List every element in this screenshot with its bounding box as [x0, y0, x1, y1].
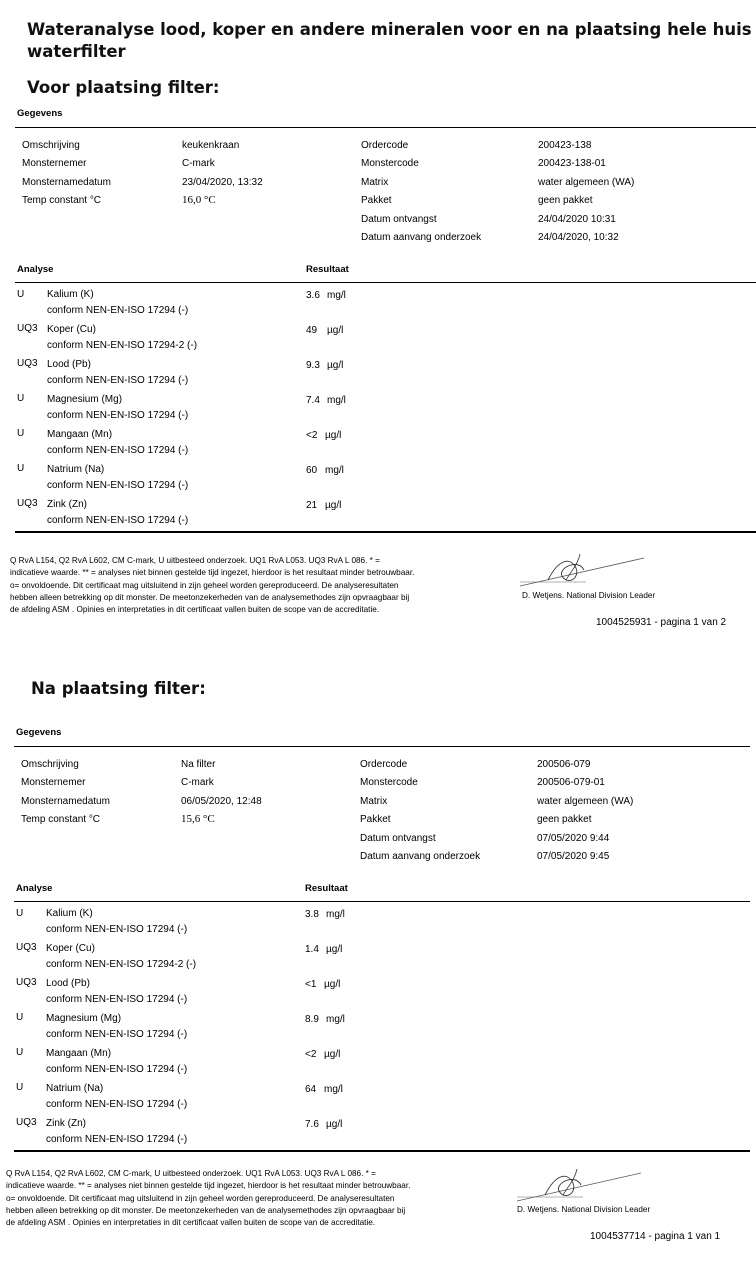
detail-label: Datum ontvangst — [361, 214, 437, 225]
row-name: Magnesium (Mg) — [46, 1013, 122, 1024]
row-name: Natrium (Na) — [46, 1083, 104, 1094]
detail-label: Pakket — [360, 814, 391, 825]
detail-value: 24/04/2020, 10:32 — [538, 232, 619, 243]
detail-label: Datum aanvang onderzoek — [361, 232, 482, 243]
footnote: Q RvA L154, Q2 RvA L602, CM C-mark, U uitbesteed onderzoek. UQ1 RvA L053. UQ3 RvA L 086. * = indicatieve waarde. ** = analyses niet binnen gestelde tijd ingezet, hierdoor is het resultaat minder betrouwbaar. o= onvoldoende. Dit certificaat mag uitsluitend in zijn geheel worden gereproduceerd. De analyseresultaten hebben alleen betrekking op dit monster. De meetonzekerheden van de analysemethodes zijn opvraagbaar bij de afdeling ASM . Opinies en interpretaties in dit certificaat vallen buiten de scope van de accreditatie. — [6, 1169, 411, 1228]
row-unit: mg/l — [326, 909, 345, 920]
row-name: Koper (Cu) — [47, 324, 96, 335]
detail-value: Na filter — [181, 759, 216, 770]
row-name: Zink (Zn) — [46, 1118, 86, 1129]
row-method: conform NEN-EN-ISO 17294 (-) — [46, 1064, 188, 1075]
row-unit: µg/l — [324, 979, 341, 990]
row-unit: µg/l — [326, 944, 343, 955]
row-code: UQ3 — [16, 942, 37, 953]
row-code: UQ3 — [17, 358, 38, 369]
row-value: 49 — [306, 325, 318, 336]
row-value: 8.9 — [305, 1014, 319, 1025]
divider — [14, 901, 750, 902]
resultaat-header: Resultaat — [306, 264, 349, 275]
divider — [15, 531, 756, 533]
detail-label: Pakket — [361, 195, 392, 206]
row-value: <2 — [306, 430, 318, 441]
signature-image — [518, 550, 648, 590]
row-code: U — [17, 289, 25, 300]
row-method: conform NEN-EN-ISO 17294 (-) — [46, 1099, 188, 1110]
footnote: Q RvA L154, Q2 RvA L602, CM C-mark, U uitbesteed onderzoek. UQ1 RvA L053. UQ3 RvA L 086. * = indicatieve waarde. ** = analyses niet binnen gestelde tijd ingezet, hierdoor is het resultaat minder betrouwbaar. o= onvoldoende. Dit certificaat mag uitsluitend in zijn geheel worden gereproduceerd. De analyseresultaten hebben alleen betrekking op dit monster. De meetonzekerheden van de analysemethodes zijn opvraagbaar bij de afdeling ASM . Opinies en interpretaties in dit certificaat vallen buiten de scope van de accreditatie. — [10, 556, 415, 615]
divider — [15, 127, 756, 128]
signatory: D. Wetjens. National Division Leader — [517, 1205, 651, 1214]
row-unit: mg/l — [324, 1084, 343, 1095]
row-method: conform NEN-EN-ISO 17294-2 (-) — [46, 959, 197, 970]
detail-label: Omschrijving — [22, 140, 80, 151]
detail-label: Monsternemer — [21, 777, 86, 788]
row-value: 21 — [306, 500, 318, 511]
row-value: 7.6 — [305, 1119, 319, 1130]
detail-label: Datum ontvangst — [360, 833, 436, 844]
row-code: UQ3 — [16, 977, 37, 988]
row-code: U — [16, 908, 24, 919]
row-code: U — [16, 1082, 24, 1093]
detail-label: Monstercode — [360, 777, 418, 788]
row-value: 60 — [306, 465, 318, 476]
row-method: conform NEN-EN-ISO 17294 (-) — [47, 445, 189, 456]
detail-value: 06/05/2020, 12:48 — [181, 796, 262, 807]
gegevens-label: Gegevens — [17, 108, 63, 119]
divider — [14, 746, 750, 747]
row-code: UQ3 — [16, 1117, 37, 1128]
analyse-header: Analyse — [16, 883, 53, 894]
detail-value: 15,6 °C — [181, 813, 215, 825]
detail-label: Matrix — [361, 177, 389, 188]
row-name: Koper (Cu) — [46, 943, 95, 954]
row-value: 9.3 — [306, 360, 320, 371]
detail-label: Omschrijving — [21, 759, 79, 770]
row-code: U — [17, 393, 25, 404]
row-unit: µg/l — [327, 325, 344, 336]
page-reference: 1004525931 - pagina 1 van 2 — [596, 617, 727, 628]
detail-label: Temp constant °C — [21, 814, 101, 825]
detail-label: Monstercode — [361, 158, 419, 169]
detail-label: Ordercode — [360, 759, 408, 770]
row-name: Magnesium (Mg) — [47, 394, 123, 405]
detail-value: 200506-079-01 — [537, 777, 605, 788]
page-reference: 1004537714 - pagina 1 van 1 — [590, 1231, 721, 1242]
row-name: Lood (Pb) — [47, 359, 91, 370]
section-heading: Na plaatsing filter: — [31, 679, 206, 698]
detail-value: 200423-138 — [538, 140, 592, 151]
row-method: conform NEN-EN-ISO 17294 (-) — [47, 480, 189, 491]
row-method: conform NEN-EN-ISO 17294 (-) — [46, 1029, 188, 1040]
row-method: conform NEN-EN-ISO 17294 (-) — [47, 410, 189, 421]
detail-value: keukenkraan — [182, 140, 240, 151]
row-code: UQ3 — [17, 323, 38, 334]
row-unit: µg/l — [326, 1119, 343, 1130]
divider — [15, 282, 756, 283]
row-code: U — [17, 463, 25, 474]
resultaat-header: Resultaat — [305, 883, 348, 894]
row-value: <1 — [305, 979, 317, 990]
row-unit: mg/l — [327, 395, 346, 406]
detail-label: Matrix — [360, 796, 388, 807]
row-code: UQ3 — [17, 498, 38, 509]
divider — [14, 1150, 750, 1152]
row-unit: µg/l — [325, 500, 342, 511]
signature-image — [515, 1165, 645, 1205]
row-value: 1.4 — [305, 944, 319, 955]
signatory: D. Wetjens. National Division Leader — [522, 591, 656, 600]
row-name: Natrium (Na) — [47, 464, 105, 475]
row-method: conform NEN-EN-ISO 17294 (-) — [47, 305, 189, 316]
row-name: Lood (Pb) — [46, 978, 90, 989]
row-unit: mg/l — [326, 1014, 345, 1025]
row-method: conform NEN-EN-ISO 17294 (-) — [46, 1134, 188, 1145]
row-value: 7.4 — [306, 395, 320, 406]
detail-label: Ordercode — [361, 140, 409, 151]
row-value: <2 — [305, 1049, 317, 1060]
detail-value: 07/05/2020 9:45 — [537, 851, 610, 862]
row-unit: µg/l — [327, 360, 344, 371]
detail-value: 200423-138-01 — [538, 158, 606, 169]
row-code: U — [16, 1047, 24, 1058]
row-name: Mangaan (Mn) — [46, 1048, 112, 1059]
row-value: 3.6 — [306, 290, 320, 301]
row-method: conform NEN-EN-ISO 17294 (-) — [47, 515, 189, 526]
row-name: Zink (Zn) — [47, 499, 87, 510]
detail-value: 07/05/2020 9:44 — [537, 833, 610, 844]
row-name: Kalium (K) — [47, 289, 94, 300]
detail-value: 23/04/2020, 13:32 — [182, 177, 263, 188]
row-unit: µg/l — [325, 430, 342, 441]
detail-value: C-mark — [182, 158, 215, 169]
row-unit: mg/l — [325, 465, 344, 476]
row-code: U — [16, 1012, 24, 1023]
detail-value: 200506-079 — [537, 759, 591, 770]
detail-label: Temp constant °C — [22, 195, 102, 206]
detail-label: Datum aanvang onderzoek — [360, 851, 481, 862]
detail-value: geen pakket — [537, 814, 592, 825]
detail-value: water algemeen (WA) — [538, 177, 635, 188]
row-code: U — [17, 428, 25, 439]
document-title-line2: waterfilter — [27, 42, 126, 61]
row-unit: mg/l — [327, 290, 346, 301]
detail-label: Monsternamedatum — [22, 177, 111, 188]
row-method: conform NEN-EN-ISO 17294 (-) — [46, 994, 188, 1005]
section-heading: Voor plaatsing filter: — [27, 78, 220, 97]
row-value: 64 — [305, 1084, 317, 1095]
gegevens-label: Gegevens — [16, 727, 62, 738]
row-name: Kalium (K) — [46, 908, 93, 919]
detail-value: 24/04/2020 10:31 — [538, 214, 616, 225]
detail-label: Monsternemer — [22, 158, 87, 169]
row-method: conform NEN-EN-ISO 17294 (-) — [46, 924, 188, 935]
detail-label: Monsternamedatum — [21, 796, 110, 807]
detail-value: geen pakket — [538, 195, 593, 206]
row-name: Mangaan (Mn) — [47, 429, 113, 440]
detail-value: 16,0 °C — [182, 194, 216, 206]
detail-value: water algemeen (WA) — [537, 796, 634, 807]
detail-value: C-mark — [181, 777, 214, 788]
row-unit: µg/l — [324, 1049, 341, 1060]
row-method: conform NEN-EN-ISO 17294-2 (-) — [47, 340, 198, 351]
document-title-line1: Wateranalyse lood, koper en andere mineralen voor en na plaatsing hele huis — [27, 20, 752, 39]
row-value: 3.8 — [305, 909, 319, 920]
row-method: conform NEN-EN-ISO 17294 (-) — [47, 375, 189, 386]
analyse-header: Analyse — [17, 264, 54, 275]
